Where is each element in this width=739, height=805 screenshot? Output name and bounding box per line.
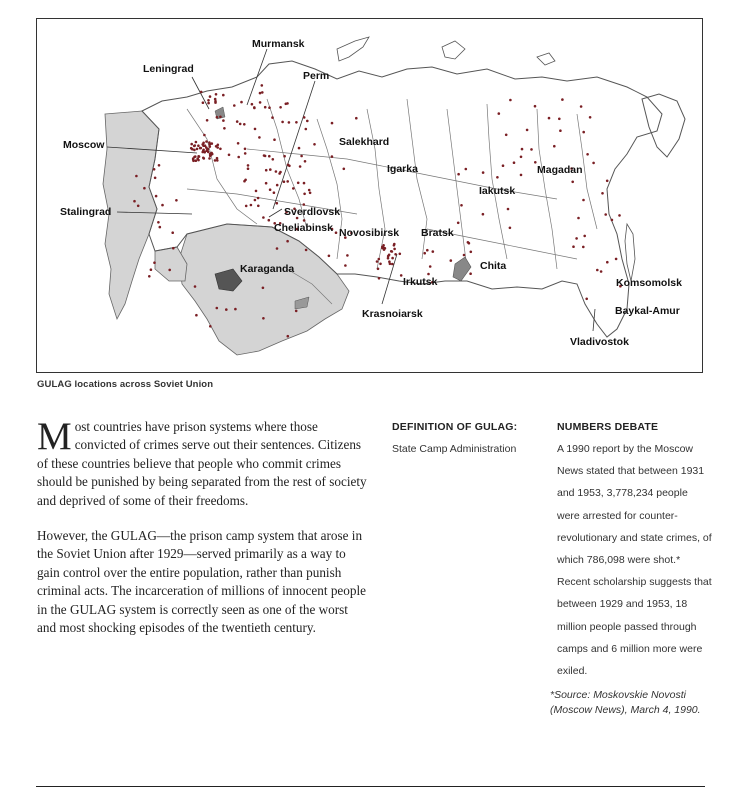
camp-dot <box>234 308 237 311</box>
camp-dot <box>273 191 276 194</box>
camp-dot <box>233 104 236 107</box>
camp-dot <box>240 101 243 104</box>
camp-dot <box>262 317 265 320</box>
definition-text: State Camp Administration <box>392 443 517 455</box>
camp-dot <box>571 181 574 184</box>
camp-dot <box>236 120 239 123</box>
camp-dot <box>269 168 272 171</box>
camp-dot <box>376 260 379 263</box>
camp-dot <box>207 151 210 154</box>
camp-dot <box>237 156 240 159</box>
camp-dot <box>600 270 603 273</box>
camp-dot <box>286 180 289 183</box>
camp-dot <box>257 205 260 208</box>
camp-dot <box>268 106 271 109</box>
camp-dot <box>393 248 396 251</box>
camp-dot <box>399 253 402 256</box>
label-cheliabinsk: Cheliabinsk <box>274 222 333 234</box>
label-murmansk: Murmansk <box>252 38 305 50</box>
camp-dot <box>582 246 585 249</box>
camp-dot <box>572 245 575 248</box>
camp-dot <box>299 165 302 168</box>
camp-dot <box>210 152 213 155</box>
label-bratsk: Bratsk <box>421 227 454 239</box>
main-body-text <box>37 415 367 654</box>
camp-dot <box>157 221 160 224</box>
camp-dot <box>247 164 250 167</box>
camp-dot <box>154 177 157 180</box>
kamchatka <box>642 94 685 157</box>
camp-dot <box>273 138 276 141</box>
camp-dot <box>391 263 394 266</box>
camp-dot <box>161 204 164 207</box>
map-caption: GULAG locations across Soviet Union <box>37 379 214 390</box>
camp-dot <box>521 148 524 151</box>
camp-dot <box>304 160 307 163</box>
definition-heading: DEFINITION OF GULAG: <box>392 421 518 433</box>
camp-dot <box>618 214 621 217</box>
camp-dot <box>328 255 331 258</box>
camp-dot <box>286 102 289 105</box>
camp-dot <box>268 219 271 222</box>
camp-dot <box>214 159 217 162</box>
camp-dot <box>195 314 198 317</box>
camp-dot <box>193 156 196 159</box>
camp-dot <box>526 129 529 132</box>
camp-dot <box>606 180 609 183</box>
camp-dot <box>507 208 510 211</box>
camp-dot <box>209 95 212 98</box>
camp-dot <box>155 195 158 198</box>
camp-dot <box>309 192 312 195</box>
camp-dot <box>346 254 349 257</box>
camp-dot <box>222 119 225 122</box>
camp-dot <box>331 155 334 158</box>
camp-dot <box>496 176 499 179</box>
camp-dot <box>463 254 466 257</box>
camp-dot <box>303 116 306 119</box>
camp-dot <box>393 244 396 247</box>
camp-dot <box>171 231 174 234</box>
camp-dot <box>275 170 278 173</box>
camp-dot <box>295 121 298 124</box>
camp-dot <box>262 216 265 219</box>
camp-dot <box>203 134 206 137</box>
camp-dot <box>222 94 225 97</box>
camp-dot <box>261 91 264 94</box>
camp-dot <box>211 142 214 145</box>
camp-dot <box>303 193 306 196</box>
camp-dot <box>388 254 391 257</box>
western-republics-region <box>103 111 159 319</box>
camp-dot <box>611 219 614 222</box>
camp-dot <box>159 226 162 229</box>
camp-dot <box>197 155 200 158</box>
camp-dot <box>216 157 219 160</box>
camp-dot <box>426 249 429 252</box>
camp-dot <box>201 143 204 146</box>
camp-dot <box>281 121 284 124</box>
camp-dot <box>276 202 279 205</box>
camp-dot <box>215 145 218 148</box>
camp-dot <box>582 131 585 134</box>
lake-baikal <box>453 257 471 281</box>
camp-dot <box>558 118 561 121</box>
bottom-rule <box>36 786 705 787</box>
camp-dot <box>247 167 250 170</box>
label-vladivostok: Vladivostok <box>570 336 629 348</box>
camp-dot <box>559 129 562 132</box>
camp-dot <box>272 158 275 161</box>
camp-dot <box>244 148 247 151</box>
camp-dot <box>292 187 295 190</box>
camp-dot <box>207 99 210 102</box>
camp-dot <box>207 102 210 105</box>
camp-dot <box>482 213 485 216</box>
label-magadan: Magadan <box>537 164 583 176</box>
camp-dot <box>223 127 226 130</box>
camp-dot <box>244 152 247 155</box>
camp-dot <box>331 122 334 125</box>
camp-dot <box>133 200 136 203</box>
camp-dot <box>262 287 265 290</box>
camp-dot <box>592 162 595 165</box>
camp-dot <box>520 156 523 159</box>
label-baykal-amur: Baykal-Amur <box>615 305 680 317</box>
camp-dot <box>261 84 264 87</box>
camp-dot <box>254 199 257 202</box>
camp-dot <box>175 199 178 202</box>
camp-dot <box>394 253 397 256</box>
camp-dot <box>190 147 193 150</box>
camp-dot <box>196 148 199 151</box>
camp-dot <box>243 180 246 183</box>
camp-dot <box>276 184 279 187</box>
label-novosibirsk: Novosibirsk <box>339 227 400 239</box>
camp-dot <box>264 155 267 158</box>
camp-dot <box>482 171 485 174</box>
camp-dot <box>269 188 272 191</box>
camp-dot <box>214 98 217 101</box>
camp-dot <box>383 248 386 251</box>
camp-dot <box>215 93 218 96</box>
camp-dot <box>306 120 309 123</box>
camp-dot <box>308 189 311 192</box>
camp-dot <box>427 273 430 276</box>
camp-dot <box>287 335 290 338</box>
drop-cap: M <box>37 415 72 458</box>
camp-dot <box>219 148 222 151</box>
camp-dot <box>202 101 205 104</box>
camp-dot <box>237 142 240 145</box>
camp-dot <box>615 258 618 261</box>
sakhalin <box>625 224 635 281</box>
camp-dot <box>509 99 512 102</box>
source-note: *Source: Moskovskie Novosti (Moscow News), March 4, 1990. <box>550 689 701 716</box>
camp-dot <box>208 157 211 160</box>
camp-dot <box>585 298 588 301</box>
new-siberian-islands <box>537 53 555 65</box>
kazakhstan-region <box>179 224 349 355</box>
camp-dot <box>465 168 468 171</box>
camp-dot <box>388 260 391 263</box>
label-sverdlovsk: Sverdlovsk <box>284 206 341 218</box>
camp-dot <box>382 244 385 247</box>
camp-dot <box>313 143 316 146</box>
camp-dot <box>251 103 254 106</box>
camp-dot <box>158 164 161 167</box>
gulag-map <box>36 18 703 373</box>
camp-dot <box>200 91 203 94</box>
camp-dot <box>601 192 604 195</box>
camp-dot <box>450 259 453 262</box>
camp-dot <box>197 159 200 162</box>
camp-dot <box>194 144 197 147</box>
camp-dot <box>432 250 435 253</box>
camp-dot <box>202 149 205 152</box>
camp-dot <box>335 231 338 234</box>
label-moscow: Moscow <box>63 139 105 151</box>
novaya-zemlya <box>337 37 369 61</box>
leader-lines <box>107 49 595 331</box>
camp-dot <box>457 173 460 176</box>
camp-dot <box>283 155 286 158</box>
camp-dot <box>596 269 599 272</box>
label-igarka: Igarka <box>387 163 418 175</box>
camp-dot <box>279 171 282 174</box>
camp-dot <box>502 164 505 167</box>
numbers-text: A 1990 report by the Moscow News stated that between 1931 and 1953, 3,778,234 people were arrested for counter-revolutionary and state crimes, of which 786,098 were shot.* Recent scholarship suggests that between 1929 and 1953, 18 million people passed through camps and 6 million more were exiled. <box>557 443 712 678</box>
label-karaganda: Karaganda <box>240 263 295 275</box>
camp-dot <box>604 213 607 216</box>
label-salekhard: Salekhard <box>339 136 390 148</box>
camp-dot <box>250 204 253 207</box>
camp-dot <box>168 269 171 272</box>
label-stalingrad: Stalingrad <box>60 206 112 218</box>
camp-dot <box>216 116 219 119</box>
camp-dot <box>219 116 222 119</box>
camp-dot <box>505 134 508 137</box>
camp-dot <box>534 105 537 108</box>
camp-dot <box>172 247 175 250</box>
camp-dot <box>553 145 556 148</box>
camp-dot <box>288 121 291 124</box>
camp-dot <box>295 310 298 313</box>
camp-dot <box>297 182 300 185</box>
label-leningrad: Leningrad <box>143 63 194 75</box>
camp-dot <box>468 242 471 245</box>
camp-dot <box>206 119 209 122</box>
camp-dot <box>583 235 586 238</box>
label-iakutsk: Iakutsk <box>479 185 516 197</box>
camp-dot <box>194 285 197 288</box>
camp-dot <box>513 161 516 164</box>
camp-dot <box>253 106 256 109</box>
camp-dot <box>305 128 308 131</box>
paragraph-1-text: ost countries have prison systems where those convicted of crimes serve out their sentences. Citizens of these countries believe that people who commit crimes should be punished by being separated from the rest of society and deprived of some of their freedoms. <box>37 419 367 508</box>
camp-dot <box>216 307 219 310</box>
camp-dot <box>195 141 198 144</box>
camp-dot <box>391 257 394 260</box>
camp-dot <box>137 205 140 208</box>
camp-dot <box>586 153 589 156</box>
camp-dot <box>205 140 208 143</box>
camp-dot <box>378 258 381 261</box>
camp-dot <box>203 157 206 160</box>
camp-dot <box>298 147 301 150</box>
camp-dot <box>265 169 268 172</box>
camp-dot <box>153 168 156 171</box>
camp-dot <box>209 325 212 328</box>
label-komsomolsk: Komsomolsk <box>616 277 682 289</box>
label-chita: Chita <box>480 260 507 272</box>
camp-dot <box>343 168 346 171</box>
camp-dot <box>530 148 533 151</box>
camp-dot <box>305 249 308 252</box>
camp-dot <box>606 261 609 264</box>
camp-dot <box>575 237 578 240</box>
camp-dot <box>288 165 291 168</box>
camp-dot <box>582 199 585 202</box>
camp-dot <box>257 197 260 200</box>
label-krasnoiarsk: Krasnoiarsk <box>362 308 423 320</box>
camp-dot <box>135 175 138 178</box>
camp-dot <box>355 117 358 120</box>
camp-dot <box>469 272 472 275</box>
camp-dot <box>520 174 523 177</box>
camp-dot <box>300 155 303 158</box>
camp-dot <box>225 308 228 311</box>
camp-dot <box>283 180 286 183</box>
camp-dot <box>498 112 501 115</box>
camp-dot <box>271 116 274 119</box>
camp-dot <box>580 105 583 108</box>
camp-dot <box>378 277 381 280</box>
camp-dot <box>457 222 460 225</box>
camp-dot <box>254 128 257 131</box>
camp-dot <box>259 92 262 95</box>
camp-dot <box>245 205 248 208</box>
paragraph-2: However, the GULAG—the prison camp system that arose in the Soviet Union after 1929—served primarily as a way to gain control over the entire population, rather than punish criminal acts. The incarceration of millions of innocent people in the GULAG system is correctly seen as one of the worst and most shocking episodes of the twentieth century. <box>37 528 366 636</box>
camp-dot <box>279 106 282 109</box>
label-irkutsk: Irkutsk <box>403 276 438 288</box>
camp-dot <box>216 159 219 162</box>
numbers-heading: NUMBERS DEBATE <box>557 421 659 433</box>
camp-dot <box>192 160 195 163</box>
camp-dot <box>303 182 306 185</box>
camp-dot <box>379 263 382 266</box>
camp-dot <box>276 247 279 250</box>
camp-dot <box>255 190 258 193</box>
camp-dot <box>265 182 268 185</box>
paragraph-1 <box>37 415 367 510</box>
camp-dot <box>153 261 156 264</box>
camp-dot <box>470 251 473 254</box>
camp-dot <box>199 147 202 150</box>
label-perm: Perm <box>303 70 330 82</box>
camp-dot <box>214 101 217 104</box>
camp-dot <box>429 265 432 268</box>
camp-dot <box>286 240 289 243</box>
camp-dot <box>195 159 198 162</box>
camp-dot <box>228 154 231 157</box>
camp-dot <box>344 264 347 267</box>
severnaya-zemlya <box>442 41 465 59</box>
camp-dot <box>148 275 151 278</box>
camp-dot <box>264 106 267 109</box>
camp-dot <box>460 204 463 207</box>
camp-dot <box>258 136 261 139</box>
camp-dot <box>259 101 262 104</box>
camp-dot <box>143 187 146 190</box>
camp-dot <box>548 117 551 120</box>
camp-dot <box>589 116 592 119</box>
camp-dot <box>577 217 580 220</box>
camp-dot <box>268 155 271 158</box>
camp-dot <box>390 250 393 253</box>
camp-dot <box>561 98 564 101</box>
camp-dot <box>209 145 212 148</box>
camp-dot <box>197 144 200 147</box>
camp-dot <box>239 123 242 126</box>
camp-dot <box>150 268 153 271</box>
camp-dot <box>243 123 246 126</box>
camp-dot <box>190 143 193 146</box>
camp-dot <box>423 252 426 255</box>
camp-dot <box>509 227 512 230</box>
camp-dot <box>377 268 380 271</box>
